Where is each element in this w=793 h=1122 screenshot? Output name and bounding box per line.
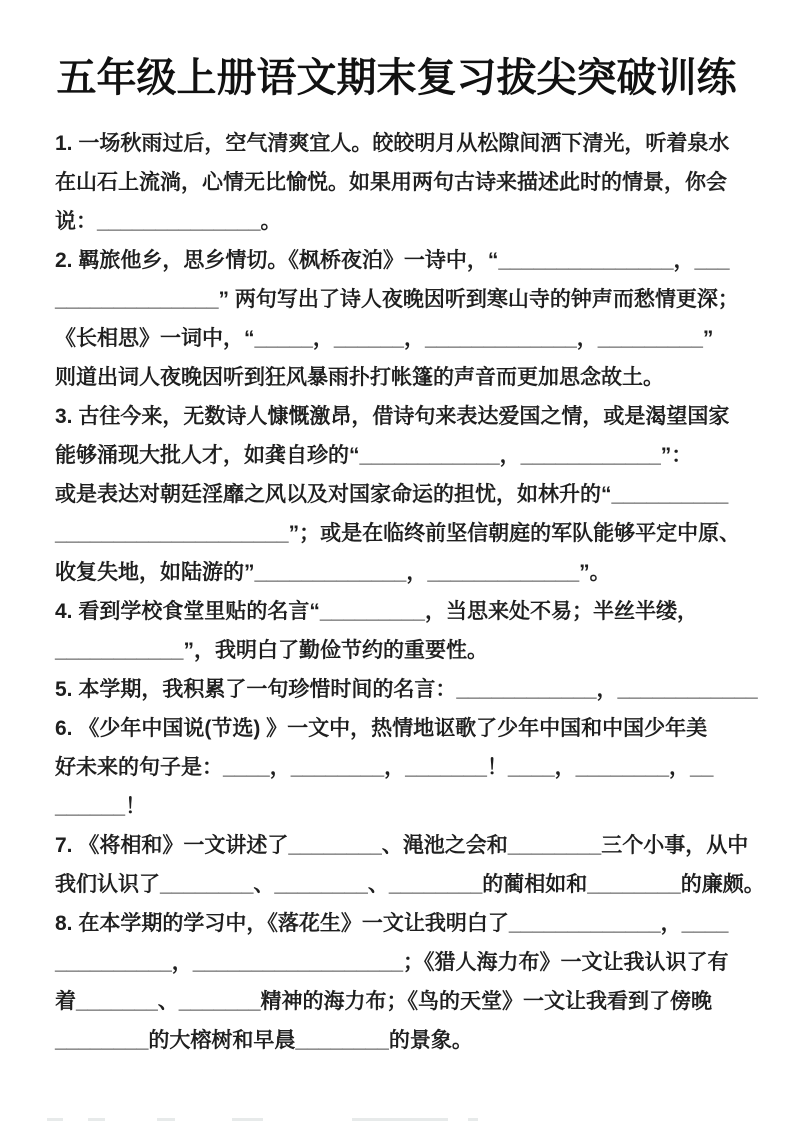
document-body [55, 124, 765, 1060]
question-3-line-4: ____________________”；或是在临终前坚信朝庭的军队能够平定中原、 [55, 522, 741, 545]
question-1-line-3: 说：______________。 [55, 210, 282, 233]
question-3-line-3: 或是表达对朝廷淫靡之风以及对国家命运的担忧，如林升的“__________ [55, 483, 729, 506]
question-8-line-2: __________，__________________；《猎人海力布》一文让我认识了有 [55, 951, 729, 974]
question-7-line-2: 我们认识了________、________、________的蔺相如和________的廉颇。 [55, 873, 765, 896]
question-7-line-1: 7. 《将相和》一文讲述了________、渑池之会和________三个小事，从中 [55, 834, 749, 857]
question-2-line-3: 《长相思》一词中，“_____，______，_____________，_________” [55, 327, 714, 350]
question-3-line-1: 3. 古往今来，无数诗人慷慨激昂，借诗句来表达爱国之情，或是渴望国家 [55, 405, 730, 428]
cropped-line-fragment [88, 1118, 105, 1121]
question-8-line-3: 着_______、_______精神的海力布；《鸟的天堂》一文让我看到了傍晚 [55, 990, 713, 1013]
question-6-line-1: 6. 《少年中国说(节选) 》一文中，热情地讴歌了少年中国和中国少年美 [55, 717, 708, 740]
question-2-line-1: 2. 羁旅他乡，思乡情切。《枫桥夜泊》一诗中，“_______________，___ [55, 249, 730, 272]
question-6-line-3: ______！ [55, 795, 147, 818]
question-6-line-2: 好未来的句子是：____，________，_______！____，________，__ [55, 756, 714, 779]
question-5-line-1: 5. 本学期，我积累了一句珍惜时间的名言：____________，____________ [55, 678, 758, 701]
question-3-line-5: 收复失地，如陆游的”_____________，_____________”。 [55, 561, 611, 584]
cropped-line-fragment [468, 1118, 478, 1121]
question-3-line-2: 能够涌现大批人才，如龚自珍的“____________，____________”： [55, 444, 693, 467]
cropped-line-fragment [47, 1118, 63, 1121]
question-4-line-2: ___________”，我明白了勤俭节约的重要性。 [55, 639, 488, 662]
question-2-line-4: 则道出词人夜晚因听到狂风暴雨扑打帐篷的声音而更加思念故土。 [55, 366, 664, 389]
question-1-line-2: 在山石上流淌，心情无比愉悦。如果用两句古诗来描述此时的情景，你会 [55, 171, 727, 194]
document-title: 五年级上册语文期末复习拔尖突破训练 [56, 56, 737, 100]
question-2-line-2: ______________” 两句写出了诗人夜晚因听到寒山寺的钟声而愁情更深； [55, 288, 739, 311]
question-8-line-1: 8. 在本学期的学习中，《落花生》一文让我明白了_____________，____ [55, 912, 729, 935]
question-1-line-1: 1. 一场秋雨过后，空气清爽宜人。皎皎明月从松隙间洒下清光，听着泉水 [55, 132, 730, 155]
question-8-line-4: ________的大榕树和早晨________的景象。 [55, 1029, 473, 1052]
cropped-line-fragment [157, 1118, 175, 1121]
question-4-line-1: 4. 看到学校食堂里贴的名言“_________，当思来处不易；半丝半缕， [55, 600, 698, 623]
cropped-line-fragment [352, 1118, 448, 1121]
cropped-line-fragment [232, 1118, 263, 1121]
